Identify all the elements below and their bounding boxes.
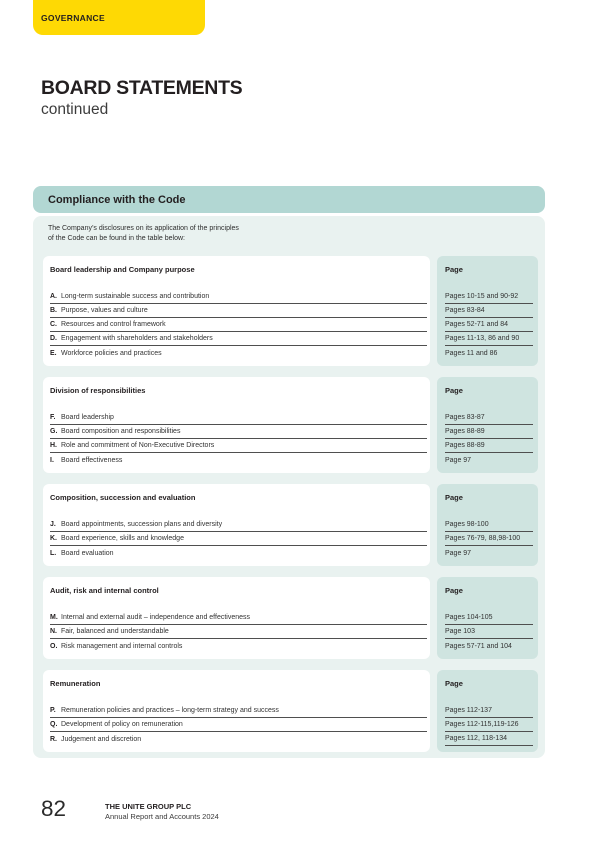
principle-row <box>50 546 427 560</box>
principle-text: Judgement and discretion <box>61 735 142 743</box>
section-rows-box <box>43 377 430 473</box>
section-heading: Composition, succession and evaluation <box>50 493 196 502</box>
principle-row <box>50 411 427 425</box>
principle-letter: D. <box>50 335 57 342</box>
governance-section-tab <box>33 0 205 35</box>
principle-text: Board appointments, succession plans and diversity <box>61 521 223 528</box>
principle-row <box>50 639 427 653</box>
principle-text: Resources and control framework <box>61 321 166 328</box>
principle-text: Engagement with shareholders and stakeholders <box>61 335 213 342</box>
principle-text: Board effectiveness <box>61 456 123 464</box>
principle-row <box>50 304 427 318</box>
principle-letter: R. <box>50 735 57 743</box>
principle-row <box>50 346 427 360</box>
page-reference: Pages 83-84 <box>445 304 533 318</box>
page-reference: Pages 98-100 <box>445 518 533 532</box>
section-heading: Remuneration <box>50 679 101 688</box>
principle-row <box>50 518 427 532</box>
section-rows-box <box>43 670 430 752</box>
page-reference: Pages 112-137 <box>445 704 533 718</box>
principle-letter: M. <box>50 614 58 621</box>
code-section <box>43 577 538 659</box>
principle-text: Board evaluation <box>61 549 114 557</box>
page-column-heading: Page <box>445 586 463 595</box>
principle-text: Board experience, skills and knowledge <box>61 535 184 542</box>
principle-letter: P. <box>50 707 56 714</box>
principle-row <box>50 332 427 346</box>
footer-company-name: THE UNITE GROUP PLC <box>105 802 192 811</box>
page-column-heading: Page <box>445 679 463 688</box>
principle-letter: K. <box>50 535 57 542</box>
principle-letter: N. <box>50 628 57 635</box>
principle-letter: L. <box>50 549 57 557</box>
principle-text: Role and commitment of Non-Executive Directors <box>61 442 215 449</box>
principle-row <box>50 611 427 625</box>
principle-row <box>50 718 427 732</box>
page-reference: Pages 76-79, 88,98-100 <box>445 532 533 546</box>
governance-section-tab-label: GOVERNANCE <box>41 12 105 23</box>
principle-text: Board composition and responsibilities <box>61 428 181 435</box>
panel-intro-line-2: of the Code can be found in the table below: <box>48 234 185 242</box>
panel-intro-line-1: The Company’s disclosures on its application of the principles <box>48 225 239 232</box>
principle-letter: I. <box>50 456 54 464</box>
principle-row <box>50 453 427 467</box>
section-heading: Board leadership and Company purpose <box>50 265 195 274</box>
compliance-panel <box>33 216 545 758</box>
section-page-column <box>437 670 538 752</box>
section-page-column <box>437 484 538 566</box>
page-subtitle: continued <box>41 101 109 118</box>
section-rows-box <box>43 577 430 659</box>
section-heading: Division of responsibilities <box>50 386 146 395</box>
principle-row <box>50 704 427 718</box>
section-rows-box <box>43 484 430 566</box>
principle-letter: C. <box>50 321 57 328</box>
principle-text: Purpose, values and culture <box>61 307 148 314</box>
principle-row <box>50 290 427 304</box>
page-reference: Page 103 <box>445 625 533 639</box>
principle-letter: O. <box>50 642 58 650</box>
principle-text: Internal and external audit – independence and effectiveness <box>61 614 251 621</box>
principle-text: Workforce policies and practices <box>61 349 162 357</box>
principle-letter: B. <box>50 307 57 314</box>
principle-letter: E. <box>50 349 57 357</box>
principle-letter: F. <box>50 414 56 421</box>
principle-letter: H. <box>50 442 57 449</box>
code-sections-list <box>43 256 538 752</box>
principle-row <box>50 532 427 546</box>
page-reference: Pages 83-87 <box>445 411 533 425</box>
code-section <box>43 484 538 566</box>
principle-letter: J. <box>50 521 56 528</box>
code-section <box>43 670 538 752</box>
section-page-column <box>437 377 538 473</box>
principle-text: Risk management and internal controls <box>61 642 183 650</box>
code-section <box>43 377 538 473</box>
page-reference: Pages 104-105 <box>445 611 533 625</box>
page-column-heading: Page <box>445 386 463 395</box>
page-reference: Pages 88-89 <box>445 439 533 453</box>
code-section <box>43 256 538 366</box>
section-page-column <box>437 577 538 659</box>
page-reference: Pages 88-89 <box>445 425 533 439</box>
section-page-column <box>437 256 538 366</box>
page-column-heading: Page <box>445 265 463 274</box>
principle-row <box>50 625 427 639</box>
compliance-panel-header <box>33 186 545 213</box>
principle-text: Long-term sustainable success and contribution <box>61 293 210 300</box>
principle-row <box>50 425 427 439</box>
page-title: BOARD STATEMENTS <box>41 77 243 99</box>
page-reference: Page 97 <box>445 549 472 557</box>
principle-text: Fair, balanced and understandable <box>61 628 169 635</box>
principle-letter: Q. <box>50 721 58 728</box>
page-reference: Pages 112-115,119-126 <box>445 718 533 732</box>
principle-text: Development of policy on remuneration <box>61 721 183 728</box>
principle-text: Remuneration policies and practices – long-term strategy and success <box>61 707 279 714</box>
principle-row <box>50 318 427 332</box>
page-reference: Pages 112, 118-134 <box>445 732 533 746</box>
panel-intro-text <box>43 223 538 243</box>
page-reference: Page 97 <box>445 456 472 464</box>
principle-text: Board leadership <box>61 414 114 421</box>
page-reference: Pages 11 and 86 <box>445 349 498 357</box>
page-reference: Pages 11-13, 86 and 90 <box>445 332 533 346</box>
principle-letter: G. <box>50 428 58 435</box>
section-rows-box <box>43 256 430 366</box>
page-reference: Pages 10-15 and 90-92 <box>445 290 533 304</box>
footer-page-number: 82 <box>41 796 67 821</box>
section-heading: Audit, risk and internal control <box>50 586 159 595</box>
principle-row <box>50 732 427 746</box>
compliance-panel-title: Compliance with the Code <box>48 193 186 206</box>
page-column-heading: Page <box>445 493 463 502</box>
principle-row <box>50 439 427 453</box>
principle-letter: A. <box>50 293 57 300</box>
footer-report-title: Annual Report and Accounts 2024 <box>105 812 219 821</box>
page-reference: Pages 57-71 and 104 <box>445 642 512 650</box>
page-reference: Pages 52-71 and 84 <box>445 318 533 332</box>
